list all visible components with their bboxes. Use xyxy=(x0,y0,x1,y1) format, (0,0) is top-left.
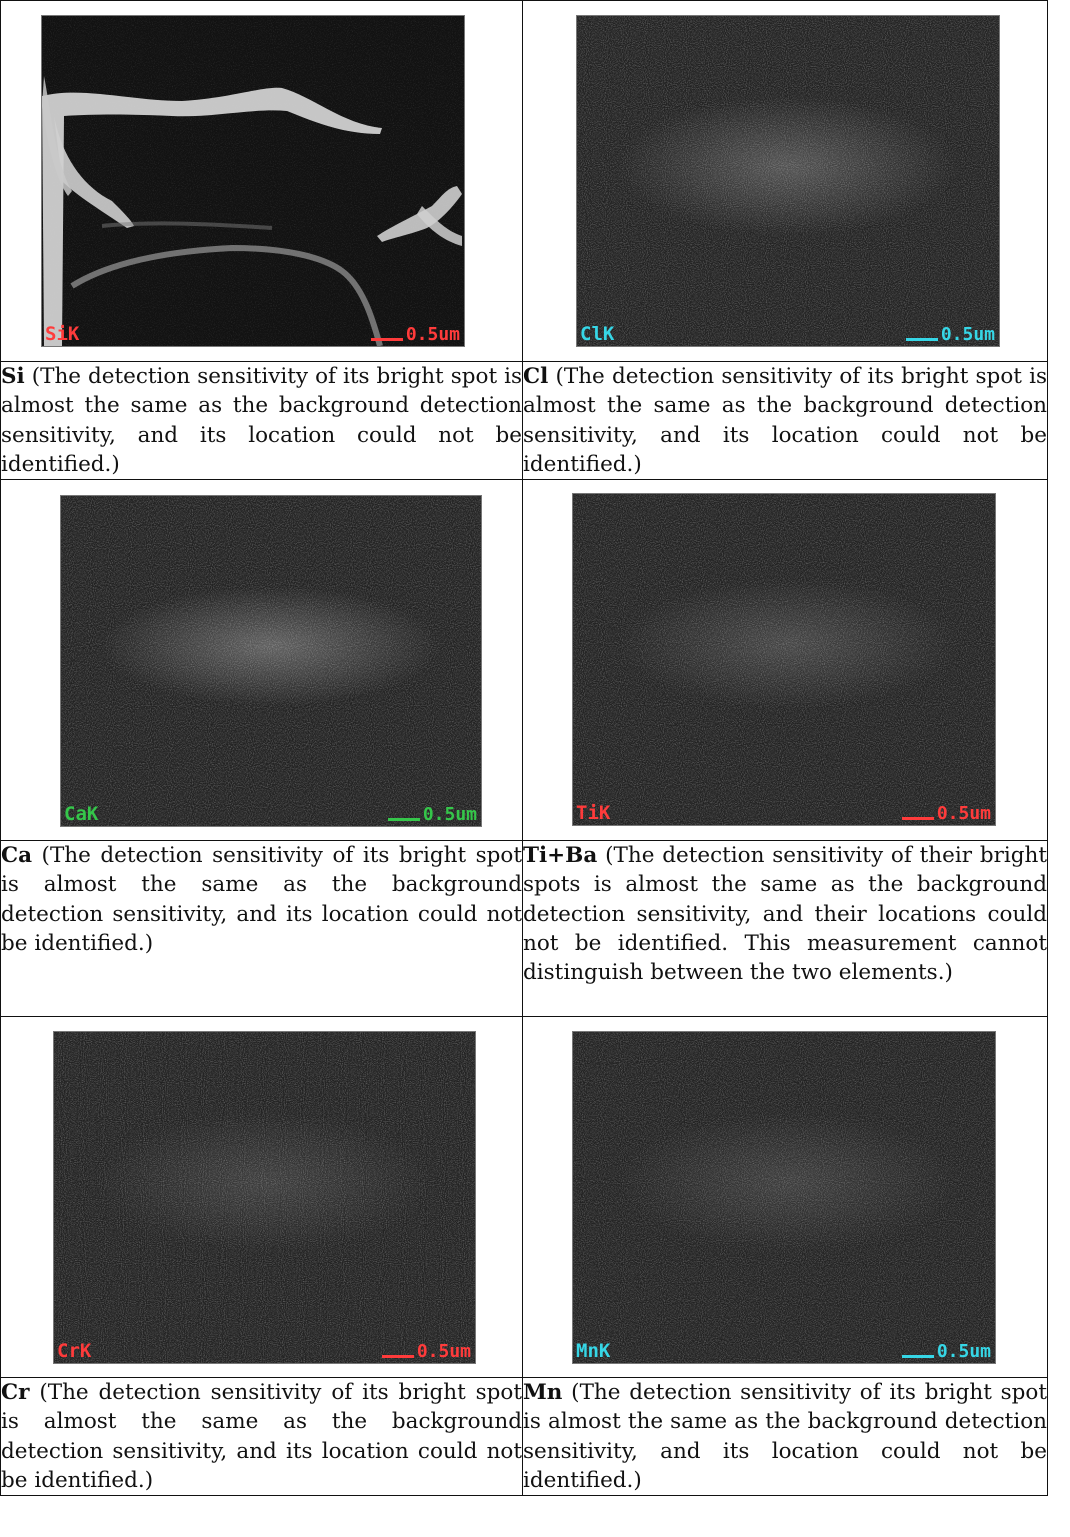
sem-map-cl xyxy=(576,15,1000,347)
caption-cr xyxy=(1,1378,523,1496)
scale-bar xyxy=(902,1341,991,1362)
image-cell-ca xyxy=(1,480,523,841)
element-description: (The detection sensitivity of its bright spot is almost the same as the background detection sensitivity, and its location could not be identified.) xyxy=(1,843,522,957)
element-name: Ca xyxy=(1,843,33,869)
element-tag-label: MnK xyxy=(576,1340,611,1363)
image-cell-cr xyxy=(1,1017,523,1378)
image-cell-cl xyxy=(523,1,1048,362)
scale-bar-line xyxy=(382,1355,414,1358)
image-cell-mn xyxy=(523,1017,1048,1378)
caption-cl xyxy=(523,362,1048,480)
element-name: Cl xyxy=(523,364,549,389)
scale-bar-label: 0.5um xyxy=(405,324,460,345)
element-description: (The detection sensitivity of its bright spot is almost the same as the background detection sensitivity, and its location could not be identified.) xyxy=(1,364,522,477)
scale-bar xyxy=(371,324,460,345)
element-name: Mn xyxy=(523,1380,563,1406)
sem-map-cr xyxy=(53,1031,476,1364)
image-cell-ti xyxy=(523,480,1048,841)
scale-bar-line xyxy=(906,338,938,341)
element-tag-label: CaK xyxy=(64,803,99,826)
sem-map-mn xyxy=(572,1031,996,1364)
image-cell-si xyxy=(1,1,523,362)
element-tag-label: CrK xyxy=(57,1340,92,1363)
scale-bar-line xyxy=(388,818,420,821)
element-description: (The detection sensitivity of their bright spots is almost the same as the background detection sensitivity, and their locations could not be identified. This measurement cannot distinguish between the two elements.) xyxy=(523,843,1047,986)
scale-bar-label: 0.5um xyxy=(936,803,991,825)
caption-si xyxy=(1,362,523,480)
scale-bar-label: 0.5um xyxy=(940,324,995,345)
sem-map-ti xyxy=(572,493,996,826)
caption-mn xyxy=(523,1378,1048,1496)
element-description: (The detection sensitivity of its bright spot is almost the same as the background detection sensitivity, and its location could not be identified.) xyxy=(523,364,1047,477)
scale-bar-line xyxy=(371,338,403,341)
scale-bar xyxy=(906,324,995,345)
element-description: (The detection sensitivity of its bright spot is almost the same as the background detection sensitivity, and its location could not be identified.) xyxy=(523,1380,1047,1494)
scale-bar xyxy=(388,804,477,825)
scale-bar-label: 0.5um xyxy=(416,1341,471,1363)
caption-ti-ba xyxy=(523,841,1048,1017)
scale-bar xyxy=(902,803,991,824)
element-tag-label: ClK xyxy=(580,323,615,345)
scale-bar-line xyxy=(902,1355,934,1358)
element-description: (The detection sensitivity of its bright spot is almost the same as the background detection sensitivity, and its location could not be identified.) xyxy=(1,1380,522,1494)
caption-ca xyxy=(1,841,523,1017)
scale-bar-line xyxy=(902,817,934,820)
element-name: Si xyxy=(1,364,25,389)
element-name: Cr xyxy=(1,1380,30,1406)
scale-bar-label: 0.5um xyxy=(936,1341,991,1363)
scale-bar-label: 0.5um xyxy=(422,804,477,826)
element-tag-label: SiK xyxy=(45,323,80,345)
sem-map-ca xyxy=(60,495,482,827)
scale-bar xyxy=(382,1341,471,1362)
sem-map-si xyxy=(41,15,465,347)
element-name: Ti+Ba xyxy=(523,843,598,869)
element-tag-label: TiK xyxy=(576,802,611,825)
